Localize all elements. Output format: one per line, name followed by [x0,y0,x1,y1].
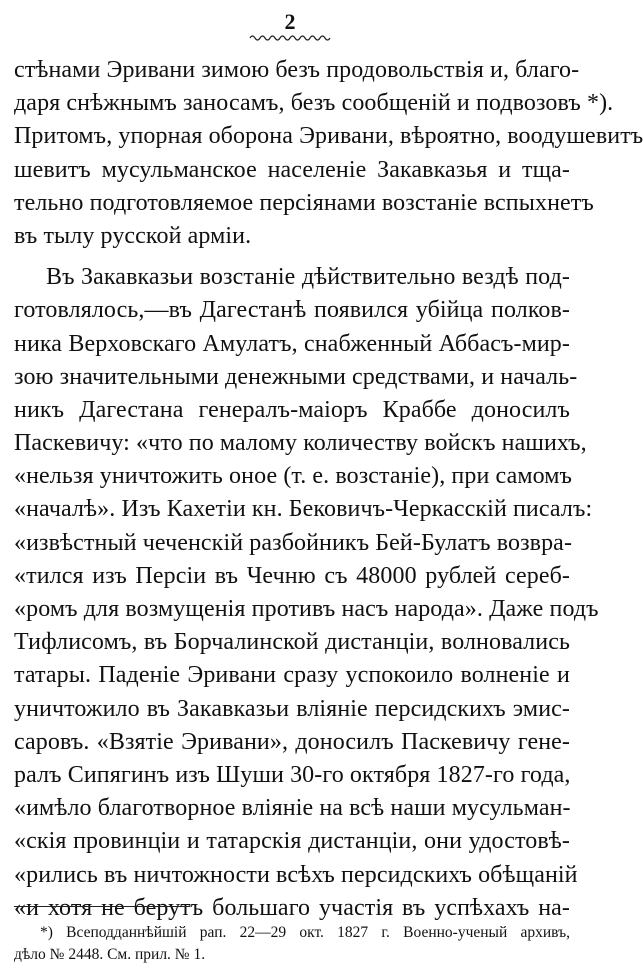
text-body [14,54,643,925]
text-line: шевитъ мусульманское населеніе Закавказья и тща- [14,156,570,183]
text-line: Паскевичу: «что по малому количеству войскъ нашихъ, [14,430,587,457]
text-line: ралъ Сипягинъ изъ Шуши 30-го октября 1827-го года, [14,761,571,788]
text-line: Притомъ, упорная оборона Эривани, вѣроятно, воодушевитъ [14,123,643,150]
footnote-line: *) Всеподданнѣйшій рап. 22—29 окт. 1827 г. Военно-ученый архивъ, [40,924,570,941]
footnote-divider [14,906,190,907]
text-line: «тился изъ Персіи въ Чечню съ 48000 рублей сереб- [14,562,570,589]
text-line: тельно подготовляемое персіянами возстаніе вспыхнетъ [14,189,594,216]
text-line: стѣнами Эривани зимою безъ продовольствія и, благо- [14,57,580,83]
text-line: «извѣстный чеченскій разбойникъ Бей-Булатъ возвра- [14,529,573,556]
text-line: зою значительными денежными средствами, и началь- [14,363,578,390]
text-line: «и хотя не берутъ большаго участія въ успѣхахъ на- [14,894,570,921]
text-line: ника Верховскаго Амулатъ, снабженный Аббасъ-мир- [14,330,570,357]
footnote [14,922,570,966]
page-number: 2 [284,9,296,34]
text-line: «скія провинціи и татарскія дистанціи, они удостовѣ- [14,828,570,855]
text-line: «ромъ для возмущенія противъ насъ народа». Даже подъ [14,596,599,622]
text-line: готовлялось,—въ Дагестанѣ появился убійца полков- [14,297,570,324]
text-line: въ тылу русской арміи. [14,222,252,249]
text-line: «имѣло благотворное вліяніе на всѣ наши мусульман- [14,795,571,822]
paragraph [14,54,643,253]
paragraph-gap [14,253,570,261]
page-number-ornament [250,34,330,42]
text-line: «началѣ». Изъ Кахетіи кн. Бековичъ-Черкасскій писалъ: [14,496,593,523]
text-line: уничтожило въ Закавказьи вліяніе персидскихъ эмис- [14,695,570,722]
text-line: «нельзя уничтожить оное (т. е. возстаніе), при самомъ [14,463,573,490]
text-line: Въ Закавказьи возстаніе дѣйствительно вездѣ под- [46,264,570,291]
paragraph [14,261,599,925]
footnote-line: дѣло № 2448. См. прил. № 1. [14,946,206,963]
text-line: «рились въ ничтожности всѣхъ персидскихъ обѣщаній [14,861,578,888]
text-line: никъ Дагестана генералъ-маіоръ Краббе доносилъ [14,396,570,423]
text-line: Тифлисомъ, въ Борчалинской дистанціи, волновались [14,629,570,656]
text-line: даря снѣжнымъ заносамъ, безъ сообщеній и подвозовъ *). [14,90,614,117]
text-line: татары. Паденіе Эривани сразу успокоило волненіе и [14,662,570,689]
text-line: саровъ. «Взятіе Эривани», доносилъ Паскевичу гене- [14,728,570,755]
